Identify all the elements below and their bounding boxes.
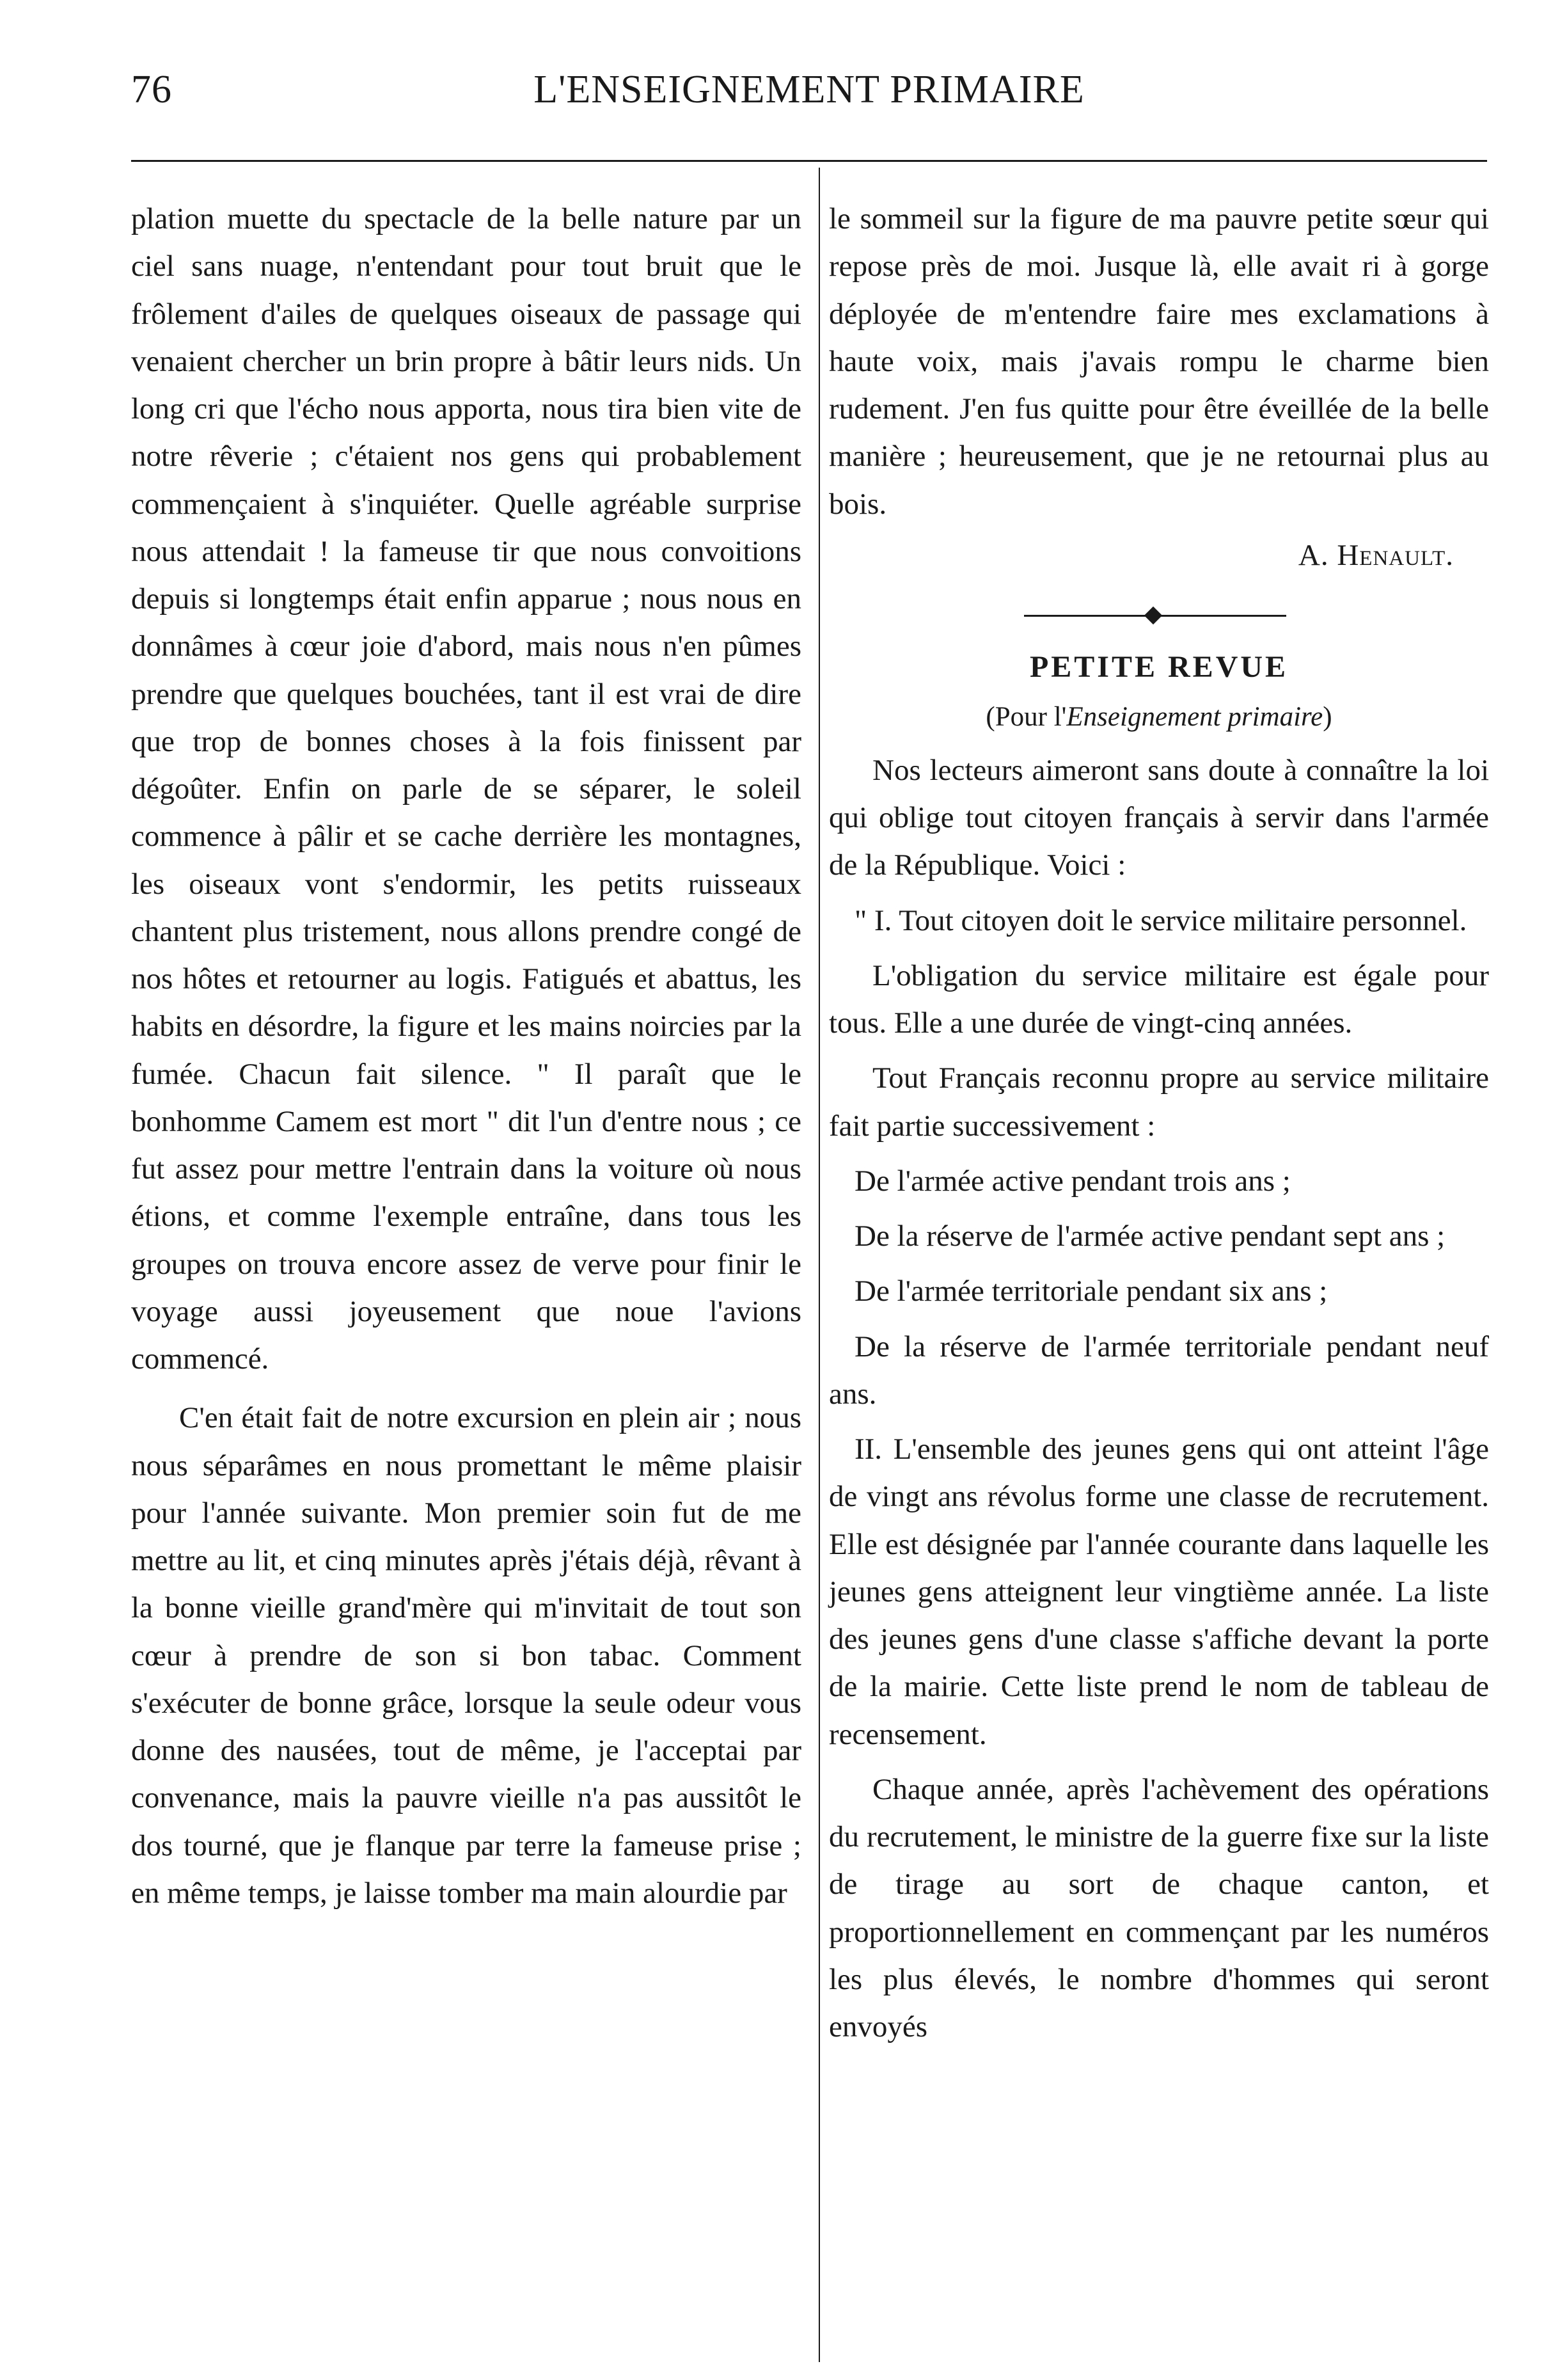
header-rule: [131, 160, 1487, 162]
section-title: PETITE REVUE: [1029, 650, 1289, 684]
left-column: [131, 195, 801, 1917]
list-item: De la réserve de l'armée territoriale pendant neuf ans.: [829, 1329, 1489, 1411]
paragraph: C'en était fait de notre excursion en plein air ; nous nous séparâmes en nous promettant le même plaisir pour l'année suivante. Mon premier soin fut de me mettre au lit, et cinq minutes après j'étais déjà, rêvant à la bonne vieille grand'mère qui m'invitait de tout son cœur à prendre de son si bon tabac. Comment s'exécuter de bonne grâce, lorsque la seule odeur vous donne des nausées, tout de même, je l'acceptai par convenance, mais la pauvre vieille n'a pas aussitôt le dos tourné, que je flanque par terre la fameuse prise ; en même temps, je laisse tomber ma main alourdie par: [131, 1401, 801, 1910]
column-divider: [819, 168, 820, 2362]
running-title: L'ENSEIGNEMENT PRIMAIRE: [533, 68, 1085, 111]
right-column: [829, 195, 1489, 2051]
law-article: " I. Tout citoyen doit le service militaire personnel.: [855, 903, 1467, 937]
list-item: De l'armée active pendant trois ans ;: [855, 1164, 1291, 1198]
section-separator: [829, 585, 1489, 643]
list-item: De la réserve de l'armée active pendant sept ans ;: [855, 1219, 1446, 1253]
paragraph: Nos lecteurs aimeront sans doute à connaître la loi qui oblige tout citoyen français à servir dans l'armée de la République. Voici :: [829, 753, 1489, 882]
page-number: 76: [131, 68, 172, 111]
page-header: [131, 67, 1487, 125]
diamond-ornament-icon: [1144, 607, 1162, 624]
section-subtitle: (Pour l'Enseignement primaire): [986, 701, 1332, 732]
paragraph: Chaque année, après l'achèvement des opérations du recrutement, le ministre de la guerre fixe sur la liste de tirage au sort de chaque canton, et proportionnellement en commençant par les numéros les plus élevés, le nombre d'hommes qui seront envoyés: [829, 1772, 1489, 2044]
paragraph: Tout Français reconnu propre au service militaire fait partie successivement :: [829, 1061, 1489, 1143]
author-signature: A. Henault.: [1298, 538, 1454, 572]
list-item: De l'armée territoriale pendant six ans ;: [855, 1274, 1328, 1308]
paragraph: L'obligation du service militaire est égale pour tous. Elle a une durée de vingt-cinq années.: [829, 958, 1489, 1040]
law-article: II. L'ensemble des jeunes gens qui ont atteint l'âge de vingt ans révolus forme une classe de recrutement. Elle est désignée par l'année courante dans laquelle les jeunes gens atteignent leur vingtième année. La liste des jeunes gens d'une classe s'affiche devant la porte de la mairie. Cette liste prend le nom de tableau de recensement.: [829, 1432, 1489, 1751]
paragraph: le sommeil sur la figure de ma pauvre petite sœur qui repose près de moi. Jusque là, elle avait ri à gorge déployée de m'entendre faire mes exclamations à haute voix, mais j'avais rompu le charme bien rudement. J'en fus quitte pour être éveillée de la belle manière ; heureusement, que je ne retournai plus au bois.: [829, 202, 1489, 521]
publication-name: Enseignement primaire: [1066, 701, 1323, 732]
paragraph: plation muette du spectacle de la belle nature par un ciel sans nuage, n'entendant pour tout bruit que le frôlement d'ailes de quelques oiseaux de passage qui venaient chercher un brin propre à bâtir leurs nids. Un long cri que l'écho nous apporta, nous tira bien vite de notre rêverie ; c'étaient nos gens qui probablement commençaient à s'inquiéter. Quelle agréable surprise nous attendait ! la fameuse tir que nous convoitions depuis si longtemps était enfin apparue ; nous nous en donnâmes à cœur joie d'abord, mais nous n'en pûmes prendre que quelques bouchées, tant il est vrai de dire que trop de bonnes choses à la fois finissent par dégoûter. Enfin on parle de se séparer, le soleil commence à pâlir et se cache derrière les montagnes, les oiseaux vont s'endormir, les petits ruisseaux chantent plus tristement, nous allons prendre congé de nos hôtes et retourner au logis. Fatigués et abattus, les habits en désordre, la figure et les mains noircies par la fumée. Chacun fait silence. " Il paraît que le bonhomme Camem est mort " dit l'un d'entre nous ; ce fut assez pour mettre l'entrain dans la voiture où nous étions, et comme l'exemple entraîne, dans tous les groupes on trouva encore assez de verve pour finir le voyage aussi joyeusement que noue l'avions commencé.: [131, 202, 801, 1376]
